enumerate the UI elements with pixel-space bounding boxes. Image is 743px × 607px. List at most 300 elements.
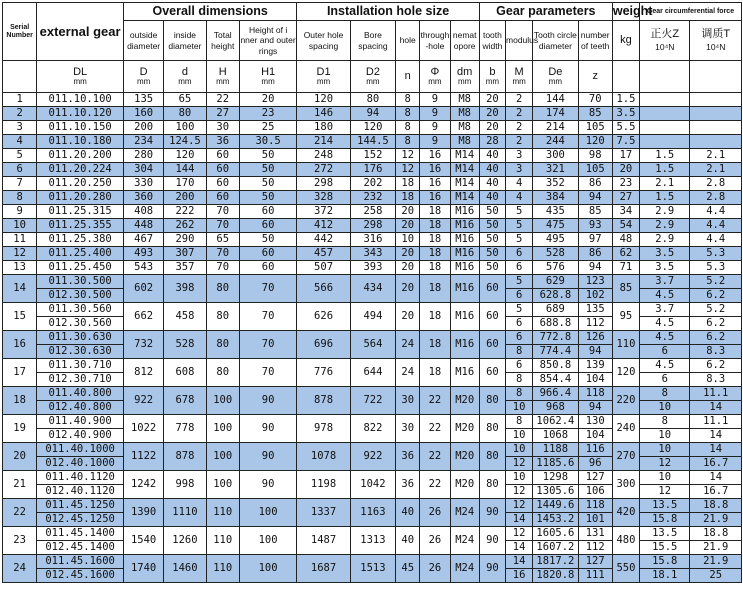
z-cell: 93 <box>578 219 612 233</box>
z-cell: 2.9 <box>640 205 690 219</box>
table-row <box>3 527 742 541</box>
de-cell: 1068 <box>533 429 578 443</box>
t-cell: 2.8 <box>690 177 742 191</box>
dm-cell: M16 <box>450 205 479 219</box>
d-cell: 1260 <box>164 527 206 555</box>
weight-header: weight <box>612 3 639 21</box>
kg-cell: 220 <box>612 387 639 415</box>
phi-cell: 18 <box>420 331 450 359</box>
z-force-cell: 8 <box>640 415 690 429</box>
d2-cell: 393 <box>350 261 395 275</box>
m-cell: 2 <box>506 107 533 121</box>
ring-height-header: Height of i nner and outer rings <box>239 21 296 61</box>
gear-model-cell: 012.40.800 <box>37 401 124 415</box>
kg-cell: 1.5 <box>612 93 639 107</box>
m-cell: 12 <box>506 527 533 541</box>
b-symbol: b mm <box>479 61 505 93</box>
z-cell: 2.9 <box>640 233 690 247</box>
gear-model-cell: 011.40.1120 <box>37 471 124 485</box>
d2-cell: 1042 <box>350 471 395 499</box>
n-cell: 40 <box>396 499 420 527</box>
kg-cell: 300 <box>612 471 639 499</box>
gear-model-cell: 011.40.800 <box>37 387 124 401</box>
d2-cell: 1163 <box>350 499 395 527</box>
gear-model-cell: 011.45.1250 <box>37 499 124 513</box>
gear-model-cell: 012.30.710 <box>37 373 124 387</box>
d-cell: 398 <box>164 275 206 303</box>
t-cell <box>690 121 742 135</box>
phi-cell: 16 <box>420 191 450 205</box>
t-cell: 4.4 <box>690 205 742 219</box>
z-force-cell: 13.5 <box>640 527 690 541</box>
z-cell: 102 <box>578 289 612 303</box>
table-row <box>3 107 742 121</box>
serial-number-cell: 8 <box>3 191 37 205</box>
dm-cell: M8 <box>450 121 479 135</box>
phi-cell: 22 <box>420 471 450 499</box>
m-cell: 2 <box>506 121 533 135</box>
t-force-cell: 21.9 <box>690 513 742 527</box>
d-cell: 1540 <box>123 527 163 555</box>
de-cell: 321 <box>533 163 578 177</box>
n-cell: 8 <box>396 93 420 107</box>
serial-number-cell: 9 <box>3 205 37 219</box>
through-hole-header: through -hole <box>420 21 450 61</box>
m-cell: 8 <box>506 415 533 429</box>
z-force-cell: 3.7 <box>640 275 690 289</box>
d2-cell: 1513 <box>350 555 395 583</box>
m-cell: 10 <box>506 429 533 443</box>
t-force-cell: 21.9 <box>690 541 742 555</box>
d-cell: 222 <box>164 205 206 219</box>
d2-cell: 258 <box>350 205 395 219</box>
d-cell: 678 <box>164 387 206 415</box>
de-cell: 850.8 <box>533 359 578 373</box>
de-cell: 1062.4 <box>533 415 578 429</box>
force-z-header: 正火Z 10⁴N <box>640 21 690 61</box>
b-cell: 40 <box>479 191 505 205</box>
overall-dimensions-header: Overall dimensions <box>123 3 296 21</box>
kg-header: kg <box>612 21 639 61</box>
outer-hole-spacing-header: Outer hole spacing <box>297 21 350 61</box>
dm-cell: M20 <box>450 443 479 471</box>
de-cell: 214 <box>533 121 578 135</box>
d-cell: 120 <box>164 149 206 163</box>
gear-model-cell: 011.25.315 <box>37 205 124 219</box>
d1-cell: 776 <box>297 359 350 387</box>
d2-cell: 232 <box>350 191 395 205</box>
n-symbol: n <box>396 61 420 93</box>
gear-spec-table <box>2 2 742 583</box>
n-cell: 36 <box>396 443 420 471</box>
z-cell: 1.5 <box>640 149 690 163</box>
table-row <box>3 149 742 163</box>
d1-cell: 1198 <box>297 471 350 499</box>
dl-symbol: DL mm <box>37 61 124 93</box>
kg-symbol-cell <box>612 61 639 93</box>
t-force-cell: 11.1 <box>690 415 742 429</box>
z-cell: 111 <box>578 569 612 583</box>
h1-cell: 60 <box>239 247 296 261</box>
t-force-cell: 25 <box>690 569 742 583</box>
m-cell: 8 <box>506 373 533 387</box>
z-cell: 106 <box>578 485 612 499</box>
kg-cell: 34 <box>612 205 639 219</box>
h1-cell: 90 <box>239 471 296 499</box>
de-cell: 689 <box>533 303 578 317</box>
dm-cell: M14 <box>450 177 479 191</box>
n-cell: 45 <box>396 555 420 583</box>
kg-cell: 240 <box>612 415 639 443</box>
dm-cell: M24 <box>450 555 479 583</box>
z-force-cell: 12 <box>640 457 690 471</box>
h1-cell: 70 <box>239 303 296 331</box>
h-cell: 100 <box>206 471 239 499</box>
d2-cell: 94 <box>350 107 395 121</box>
d-cell: 135 <box>123 93 163 107</box>
m-cell: 8 <box>506 387 533 401</box>
h1-cell: 100 <box>239 555 296 583</box>
d2-cell: 120 <box>350 121 395 135</box>
d2-cell: 434 <box>350 275 395 303</box>
de-cell: 384 <box>533 191 578 205</box>
t-force-cell: 18.8 <box>690 527 742 541</box>
kg-cell: 7.5 <box>612 135 639 149</box>
z-cell: 85 <box>578 107 612 121</box>
H1-symbol: H1 mm <box>239 61 296 93</box>
table-row <box>3 191 742 205</box>
d-cell: 448 <box>123 219 163 233</box>
phi-cell: 22 <box>420 415 450 443</box>
z-force-cell: 3.7 <box>640 303 690 317</box>
z-cell <box>640 135 690 149</box>
m-cell: 2 <box>506 135 533 149</box>
H-symbol: H mm <box>206 61 239 93</box>
kg-cell: 48 <box>612 233 639 247</box>
d-cell: 200 <box>164 191 206 205</box>
z-cell: 94 <box>578 261 612 275</box>
serial-number-cell: 16 <box>3 331 37 359</box>
serial-symbol-cell <box>3 61 37 93</box>
gear-model-cell: 012.30.630 <box>37 345 124 359</box>
z-cell: 1.5 <box>640 191 690 205</box>
serial-number-cell: 24 <box>3 555 37 583</box>
table-row <box>3 359 742 373</box>
d2-cell: 922 <box>350 443 395 471</box>
d-cell: 330 <box>123 177 163 191</box>
dm-cell: M16 <box>450 275 479 303</box>
de-cell: 1305.6 <box>533 485 578 499</box>
d-cell: 1122 <box>123 443 163 471</box>
m-cell: 3 <box>506 163 533 177</box>
phi-cell: 18 <box>420 233 450 247</box>
m-cell: 16 <box>506 569 533 583</box>
b-cell: 40 <box>479 163 505 177</box>
b-cell: 80 <box>479 443 505 471</box>
z-cell: 2.1 <box>640 177 690 191</box>
table-row <box>3 219 742 233</box>
n-cell: 36 <box>396 471 420 499</box>
d2-cell: 144.5 <box>350 135 395 149</box>
serial-number-cell: 23 <box>3 527 37 555</box>
tooth-width-header: tooth width <box>479 21 505 61</box>
t-force-cell: 14 <box>690 443 742 457</box>
z-cell: 3.5 <box>640 261 690 275</box>
dm-cell: M16 <box>450 261 479 275</box>
kg-cell: 95 <box>612 303 639 331</box>
m-cell: 6 <box>506 331 533 345</box>
n-cell: 12 <box>396 149 420 163</box>
z-cell: 94 <box>578 401 612 415</box>
z-cell: 94 <box>578 345 612 359</box>
serial-number-cell: 6 <box>3 163 37 177</box>
t-force-cell: 14 <box>690 471 742 485</box>
de-cell: 968 <box>533 401 578 415</box>
b-cell: 90 <box>479 499 505 527</box>
d1-cell: 1078 <box>297 443 350 471</box>
kg-cell: 62 <box>612 247 639 261</box>
phi-cell: 18 <box>420 359 450 387</box>
d-cell: 304 <box>123 163 163 177</box>
table-row <box>3 121 742 135</box>
dm-cell: M14 <box>450 191 479 205</box>
h1-cell: 50 <box>239 149 296 163</box>
table-row <box>3 415 742 429</box>
d-cell: 1242 <box>123 471 163 499</box>
serial-number-cell: 4 <box>3 135 37 149</box>
n-cell: 10 <box>396 233 420 247</box>
d-cell: 262 <box>164 219 206 233</box>
d-cell: 458 <box>164 303 206 331</box>
b-cell: 50 <box>479 247 505 261</box>
dm-cell: M14 <box>450 149 479 163</box>
m-cell: 3 <box>506 149 533 163</box>
de-cell: 144 <box>533 93 578 107</box>
serial-number-header: Serial Number <box>3 3 37 61</box>
gear-model-cell: 012.30.560 <box>37 317 124 331</box>
z-force-cell: 4.5 <box>640 289 690 303</box>
de-cell: 300 <box>533 149 578 163</box>
gear-model-cell: 011.10.120 <box>37 107 124 121</box>
dm-cell: M20 <box>450 387 479 415</box>
t-cell: 2.1 <box>690 149 742 163</box>
n-cell: 30 <box>396 387 420 415</box>
z-cell: 126 <box>578 331 612 345</box>
dm-cell: M16 <box>450 331 479 359</box>
gear-model-cell: 011.25.450 <box>37 261 124 275</box>
z-cell: 105 <box>578 121 612 135</box>
d-cell: 280 <box>123 149 163 163</box>
z-cell: 86 <box>578 177 612 191</box>
gear-model-cell: 011.20.250 <box>37 177 124 191</box>
t-force-cell: 6.2 <box>690 317 742 331</box>
phi-symbol: Φ mm <box>420 61 450 93</box>
nematopore-header: nemat opore <box>450 21 479 61</box>
h1-cell: 25 <box>239 121 296 135</box>
h-cell: 110 <box>206 555 239 583</box>
z-force-cell: 10 <box>640 401 690 415</box>
b-cell: 80 <box>479 415 505 443</box>
d2-cell: 722 <box>350 387 395 415</box>
kg-cell: 71 <box>612 261 639 275</box>
b-cell: 40 <box>479 177 505 191</box>
z-force-cell: 12 <box>640 485 690 499</box>
h1-cell: 90 <box>239 415 296 443</box>
z-cell: 112 <box>578 317 612 331</box>
D-symbol: D mm <box>123 61 163 93</box>
z-cell: 131 <box>578 527 612 541</box>
d-cell: 234 <box>123 135 163 149</box>
de-cell: 854.4 <box>533 373 578 387</box>
n-cell: 24 <box>396 359 420 387</box>
table-row <box>3 471 742 485</box>
z-cell: 118 <box>578 387 612 401</box>
gear-model-cell: 011.30.710 <box>37 359 124 373</box>
n-cell: 8 <box>396 107 420 121</box>
z-cell: 130 <box>578 415 612 429</box>
de-cell: 966.4 <box>533 387 578 401</box>
serial-number-cell: 3 <box>3 121 37 135</box>
phi-cell: 26 <box>420 555 450 583</box>
h1-cell: 90 <box>239 387 296 415</box>
kg-cell: 420 <box>612 499 639 527</box>
h1-cell: 70 <box>239 331 296 359</box>
d1-cell: 507 <box>297 261 350 275</box>
d-cell: 543 <box>123 261 163 275</box>
d-cell: 732 <box>123 331 163 359</box>
z-cell: 120 <box>578 135 612 149</box>
gear-model-cell: 012.40.1000 <box>37 457 124 471</box>
table-row <box>3 275 742 289</box>
d-cell: 100 <box>164 121 206 135</box>
z-cell: 127 <box>578 471 612 485</box>
z-force-cell: 4.5 <box>640 359 690 373</box>
m-cell: 10 <box>506 471 533 485</box>
n-cell: 8 <box>396 121 420 135</box>
gear-model-cell: 011.30.630 <box>37 331 124 345</box>
dm-cell: M16 <box>450 219 479 233</box>
h1-cell: 100 <box>239 527 296 555</box>
z-cell: 98 <box>578 149 612 163</box>
h1-cell: 90 <box>239 443 296 471</box>
serial-number-cell: 22 <box>3 499 37 527</box>
z-force-cell: 6 <box>640 373 690 387</box>
de-cell: 1453.2 <box>533 513 578 527</box>
modulus-header: modulus <box>506 21 533 61</box>
h-cell: 100 <box>206 415 239 443</box>
t-force-cell: 8.3 <box>690 373 742 387</box>
serial-number-cell: 14 <box>3 275 37 303</box>
table-row <box>3 443 742 457</box>
d1-cell: 412 <box>297 219 350 233</box>
z-cell: 3.5 <box>640 247 690 261</box>
de-cell: 352 <box>533 177 578 191</box>
de-cell: 1188 <box>533 443 578 457</box>
d-cell: 812 <box>123 359 163 387</box>
gear-model-cell: 011.25.400 <box>37 247 124 261</box>
d1-cell: 120 <box>297 93 350 107</box>
z-cell <box>640 121 690 135</box>
m-cell: 5 <box>506 303 533 317</box>
table-row <box>3 205 742 219</box>
serial-number-cell: 18 <box>3 387 37 415</box>
d2-cell: 202 <box>350 177 395 191</box>
d-cell: 528 <box>164 331 206 359</box>
h1-cell: 50 <box>239 191 296 205</box>
z-force-cell: 18.1 <box>640 569 690 583</box>
d-cell: 602 <box>123 275 163 303</box>
dm-cell: M8 <box>450 93 479 107</box>
gear-model-cell: 011.25.355 <box>37 219 124 233</box>
h1-cell: 30.5 <box>239 135 296 149</box>
n-cell: 12 <box>396 163 420 177</box>
phi-cell: 18 <box>420 219 450 233</box>
z-force-cell: 15.8 <box>640 555 690 569</box>
phi-cell: 9 <box>420 135 450 149</box>
phi-cell: 16 <box>420 177 450 191</box>
n-cell: 8 <box>396 135 420 149</box>
dm-cell: M8 <box>450 135 479 149</box>
installation-hole-size-header: Installation hole size <box>297 3 479 21</box>
h-cell: 60 <box>206 163 239 177</box>
de-cell: 628.8 <box>533 289 578 303</box>
de-cell: 1605.6 <box>533 527 578 541</box>
d1-cell: 298 <box>297 177 350 191</box>
de-cell: 475 <box>533 219 578 233</box>
d2-cell: 298 <box>350 219 395 233</box>
d-cell: 360 <box>123 191 163 205</box>
z-cell: 112 <box>578 541 612 555</box>
h1-cell: 50 <box>239 177 296 191</box>
z-force-cell: 6 <box>640 345 690 359</box>
m-cell: 14 <box>506 555 533 569</box>
n-cell: 20 <box>396 275 420 303</box>
z-cell: 104 <box>578 429 612 443</box>
m-cell: 14 <box>506 513 533 527</box>
d1-cell: 272 <box>297 163 350 177</box>
b-cell: 60 <box>479 275 505 303</box>
table-row <box>3 331 742 345</box>
z-symbol: z <box>578 61 612 93</box>
h-cell: 110 <box>206 499 239 527</box>
table-row <box>3 177 742 191</box>
table-row <box>3 247 742 261</box>
dm-cell: M14 <box>450 163 479 177</box>
dm-cell: M16 <box>450 233 479 247</box>
dm-cell: M24 <box>450 527 479 555</box>
h-cell: 80 <box>206 359 239 387</box>
t-force-cell: 8.3 <box>690 345 742 359</box>
phi-cell: 9 <box>420 121 450 135</box>
d2-cell: 316 <box>350 233 395 247</box>
h1-cell: 60 <box>239 261 296 275</box>
z-force-cell: 10 <box>640 429 690 443</box>
m-cell: 12 <box>506 499 533 513</box>
table-row <box>3 93 742 107</box>
h-cell: 70 <box>206 205 239 219</box>
m-cell: 5 <box>506 205 533 219</box>
b-cell: 60 <box>479 359 505 387</box>
M-symbol: M mm <box>506 61 533 93</box>
d-cell: 998 <box>164 471 206 499</box>
t-cell <box>690 93 742 107</box>
h-cell: 70 <box>206 219 239 233</box>
t-force-symbol-cell <box>690 61 742 93</box>
dm-cell: M16 <box>450 247 479 261</box>
gear-model-cell: 012.45.1600 <box>37 569 124 583</box>
gear-model-cell: 011.30.560 <box>37 303 124 317</box>
t-force-cell: 16.7 <box>690 457 742 471</box>
